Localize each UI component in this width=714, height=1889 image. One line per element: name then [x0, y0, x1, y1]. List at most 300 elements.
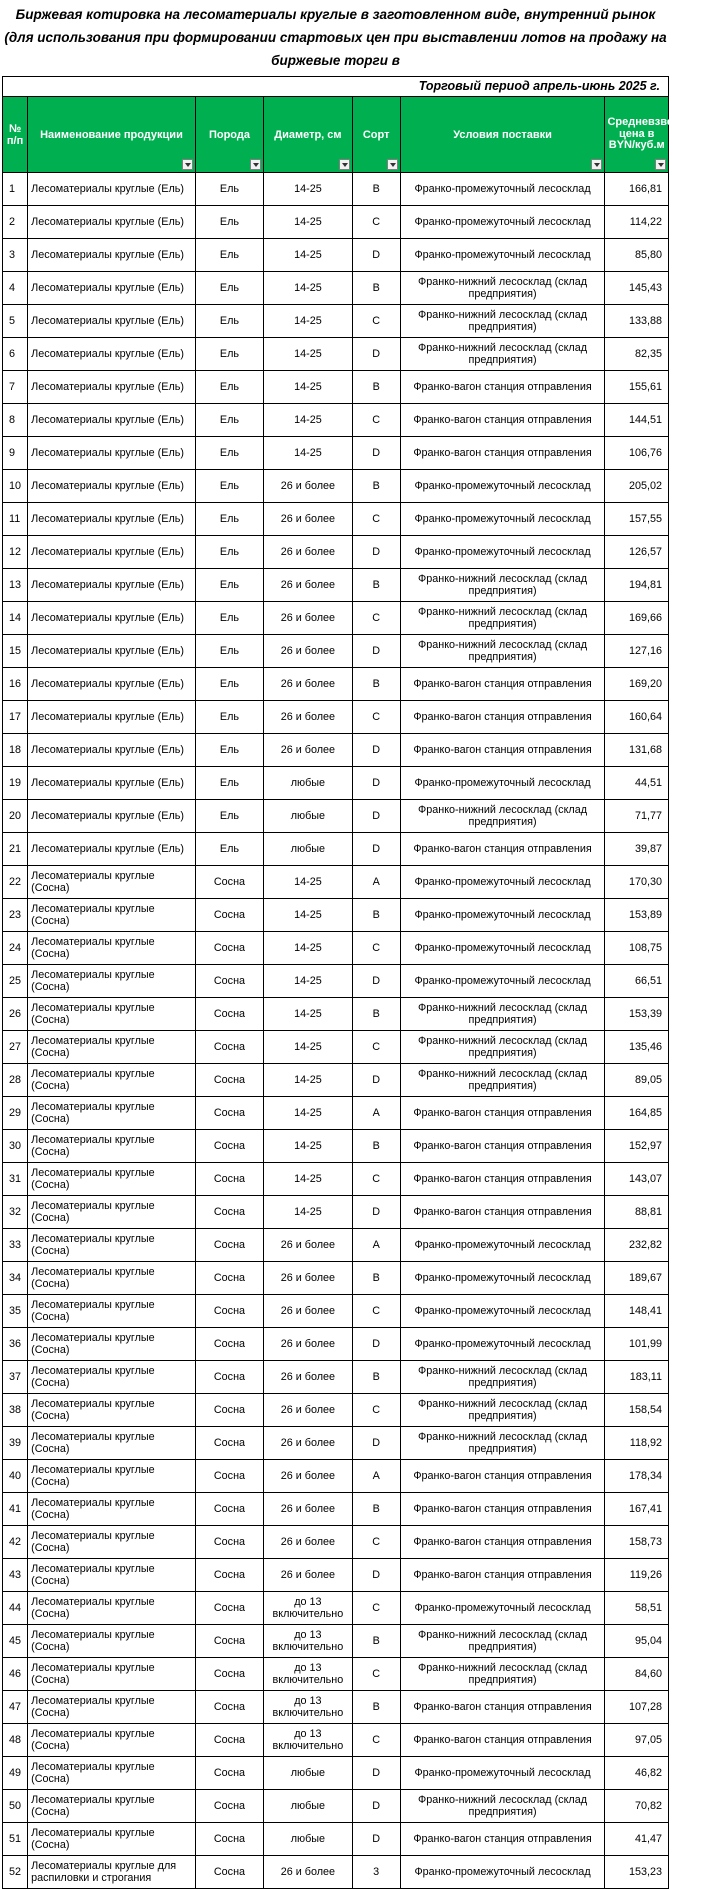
product-name[interactable]: Лесоматериалы круглые (Сосна) [28, 1460, 196, 1493]
species-cell[interactable]: Сосна [195, 1295, 263, 1328]
species-cell[interactable]: Сосна [195, 1823, 263, 1856]
row-number[interactable]: 18 [3, 734, 28, 767]
diameter-cell[interactable]: 14-25 [264, 1130, 353, 1163]
species-cell[interactable]: Ель [195, 371, 263, 404]
species-cell[interactable]: Сосна [195, 1658, 263, 1691]
price-cell[interactable]: 119,26 [605, 1559, 669, 1592]
product-name[interactable]: Лесоматериалы круглые для распиловки и строгания [28, 1856, 196, 1889]
price-cell[interactable]: 39,87 [605, 833, 669, 866]
product-name[interactable]: Лесоматериалы круглые (Ель) [28, 635, 196, 668]
delivery-cell[interactable]: Франко-промежуточный лесосклад [400, 767, 605, 800]
product-name[interactable]: Лесоматериалы круглые (Сосна) [28, 998, 196, 1031]
product-name[interactable]: Лесоматериалы круглые (Ель) [28, 503, 196, 536]
price-cell[interactable]: 118,92 [605, 1427, 669, 1460]
grade-cell[interactable]: D [352, 767, 400, 800]
price-cell[interactable]: 108,75 [605, 932, 669, 965]
row-number[interactable]: 2 [3, 206, 28, 239]
delivery-cell[interactable]: Франко-вагон станция отправления [400, 404, 605, 437]
row-number[interactable]: 40 [3, 1460, 28, 1493]
price-cell[interactable]: 44,51 [605, 767, 669, 800]
species-cell[interactable]: Сосна [195, 1064, 263, 1097]
grade-cell[interactable]: D [352, 1064, 400, 1097]
species-cell[interactable]: Ель [195, 734, 263, 767]
species-cell[interactable]: Сосна [195, 998, 263, 1031]
delivery-cell[interactable]: Франко-промежуточный лесосклад [400, 536, 605, 569]
product-name[interactable]: Лесоматериалы круглые (Сосна) [28, 1559, 196, 1592]
grade-cell[interactable]: A [352, 866, 400, 899]
diameter-cell[interactable]: любые [264, 1823, 353, 1856]
grade-cell[interactable]: B [352, 998, 400, 1031]
price-cell[interactable]: 158,54 [605, 1394, 669, 1427]
diameter-cell[interactable]: 14-25 [264, 965, 353, 998]
diameter-cell[interactable]: 26 и более [264, 1493, 353, 1526]
species-cell[interactable]: Сосна [195, 1526, 263, 1559]
product-name[interactable]: Лесоматериалы круглые (Ель) [28, 767, 196, 800]
diameter-cell[interactable]: 26 и более [264, 635, 353, 668]
species-cell[interactable]: Сосна [195, 1691, 263, 1724]
species-cell[interactable]: Сосна [195, 1328, 263, 1361]
delivery-cell[interactable]: Франко-промежуточный лесосклад [400, 1328, 605, 1361]
row-number[interactable]: 37 [3, 1361, 28, 1394]
price-cell[interactable]: 189,67 [605, 1262, 669, 1295]
delivery-cell[interactable]: Франко-промежуточный лесосклад [400, 899, 605, 932]
diameter-cell[interactable]: 26 и более [264, 1559, 353, 1592]
delivery-cell[interactable]: Франко-нижний лесосклад (склад предприятия) [400, 602, 605, 635]
delivery-cell[interactable]: Франко-промежуточный лесосклад [400, 1229, 605, 1262]
diameter-cell[interactable]: 26 и более [264, 569, 353, 602]
diameter-cell[interactable]: 14-25 [264, 932, 353, 965]
row-number[interactable]: 19 [3, 767, 28, 800]
product-name[interactable]: Лесоматериалы круглые (Сосна) [28, 1790, 196, 1823]
grade-cell[interactable]: B [352, 470, 400, 503]
row-number[interactable]: 52 [3, 1856, 28, 1889]
grade-cell[interactable]: D [352, 833, 400, 866]
species-cell[interactable]: Ель [195, 833, 263, 866]
delivery-cell[interactable]: Франко-нижний лесосклад (склад предприятия) [400, 1790, 605, 1823]
product-name[interactable]: Лесоматериалы круглые (Сосна) [28, 1658, 196, 1691]
grade-cell[interactable]: C [352, 1163, 400, 1196]
grade-cell[interactable]: C [352, 602, 400, 635]
price-cell[interactable]: 155,61 [605, 371, 669, 404]
filter-dropdown-icon[interactable] [339, 159, 350, 170]
price-cell[interactable]: 178,34 [605, 1460, 669, 1493]
price-cell[interactable]: 89,05 [605, 1064, 669, 1097]
delivery-cell[interactable]: Франко-промежуточный лесосклад [400, 1295, 605, 1328]
product-name[interactable]: Лесоматериалы круглые (Сосна) [28, 1361, 196, 1394]
delivery-cell[interactable]: Франко-промежуточный лесосклад [400, 206, 605, 239]
grade-cell[interactable]: A [352, 1229, 400, 1262]
row-number[interactable]: 6 [3, 338, 28, 371]
row-number[interactable]: 46 [3, 1658, 28, 1691]
price-cell[interactable]: 66,51 [605, 965, 669, 998]
price-cell[interactable]: 170,30 [605, 866, 669, 899]
species-cell[interactable]: Ель [195, 668, 263, 701]
row-number[interactable]: 21 [3, 833, 28, 866]
row-number[interactable]: 23 [3, 899, 28, 932]
delivery-cell[interactable]: Франко-вагон станция отправления [400, 668, 605, 701]
price-cell[interactable]: 164,85 [605, 1097, 669, 1130]
row-number[interactable]: 30 [3, 1130, 28, 1163]
diameter-cell[interactable]: до 13 включительно [264, 1691, 353, 1724]
diameter-cell[interactable]: 26 и более [264, 668, 353, 701]
grade-cell[interactable]: B [352, 668, 400, 701]
row-number[interactable]: 39 [3, 1427, 28, 1460]
species-cell[interactable]: Сосна [195, 899, 263, 932]
grade-cell[interactable]: 3 [352, 1856, 400, 1889]
delivery-cell[interactable]: Франко-нижний лесосклад (склад предприятия) [400, 1394, 605, 1427]
price-cell[interactable]: 106,76 [605, 437, 669, 470]
delivery-cell[interactable]: Франко-нижний лесосклад (склад предприятия) [400, 1361, 605, 1394]
grade-cell[interactable]: D [352, 1196, 400, 1229]
grade-cell[interactable]: B [352, 371, 400, 404]
diameter-cell[interactable]: 26 и более [264, 602, 353, 635]
delivery-cell[interactable]: Франко-промежуточный лесосклад [400, 470, 605, 503]
delivery-cell[interactable]: Франко-вагон станция отправления [400, 1823, 605, 1856]
diameter-cell[interactable]: 26 и более [264, 470, 353, 503]
row-number[interactable]: 11 [3, 503, 28, 536]
row-number[interactable]: 33 [3, 1229, 28, 1262]
species-cell[interactable]: Сосна [195, 1262, 263, 1295]
row-number[interactable]: 34 [3, 1262, 28, 1295]
diameter-cell[interactable]: до 13 включительно [264, 1658, 353, 1691]
product-name[interactable]: Лесоматериалы круглые (Сосна) [28, 1130, 196, 1163]
grade-cell[interactable]: C [352, 503, 400, 536]
grade-cell[interactable]: B [352, 173, 400, 206]
grade-cell[interactable]: D [352, 1823, 400, 1856]
product-name[interactable]: Лесоматериалы круглые (Сосна) [28, 1295, 196, 1328]
row-number[interactable]: 4 [3, 272, 28, 305]
diameter-cell[interactable]: 14-25 [264, 338, 353, 371]
delivery-cell[interactable]: Франко-нижний лесосклад (склад предприятия) [400, 1064, 605, 1097]
species-cell[interactable]: Ель [195, 602, 263, 635]
species-cell[interactable]: Сосна [195, 1163, 263, 1196]
row-number[interactable]: 27 [3, 1031, 28, 1064]
diameter-cell[interactable]: 26 и более [264, 701, 353, 734]
price-cell[interactable]: 232,82 [605, 1229, 669, 1262]
product-name[interactable]: Лесоматериалы круглые (Сосна) [28, 899, 196, 932]
diameter-cell[interactable]: до 13 включительно [264, 1592, 353, 1625]
species-cell[interactable]: Сосна [195, 965, 263, 998]
diameter-cell[interactable]: 14-25 [264, 1163, 353, 1196]
grade-cell[interactable]: D [352, 239, 400, 272]
grade-cell[interactable]: B [352, 1130, 400, 1163]
grade-cell[interactable]: B [352, 1262, 400, 1295]
price-cell[interactable]: 58,51 [605, 1592, 669, 1625]
price-cell[interactable]: 144,51 [605, 404, 669, 437]
product-name[interactable]: Лесоматериалы круглые (Ель) [28, 437, 196, 470]
diameter-cell[interactable]: 26 и более [264, 1262, 353, 1295]
grade-cell[interactable]: B [352, 1361, 400, 1394]
grade-cell[interactable]: B [352, 1493, 400, 1526]
price-cell[interactable]: 133,88 [605, 305, 669, 338]
row-number[interactable]: 31 [3, 1163, 28, 1196]
species-cell[interactable]: Ель [195, 272, 263, 305]
diameter-cell[interactable]: 14-25 [264, 272, 353, 305]
price-cell[interactable]: 70,82 [605, 1790, 669, 1823]
product-name[interactable]: Лесоматериалы круглые (Ель) [28, 371, 196, 404]
grade-cell[interactable]: D [352, 536, 400, 569]
row-number[interactable]: 45 [3, 1625, 28, 1658]
diameter-cell[interactable]: 14-25 [264, 437, 353, 470]
grade-cell[interactable]: D [352, 1427, 400, 1460]
price-cell[interactable]: 135,46 [605, 1031, 669, 1064]
price-cell[interactable]: 166,81 [605, 173, 669, 206]
diameter-cell[interactable]: любые [264, 833, 353, 866]
delivery-cell[interactable]: Франко-нижний лесосклад (склад предприятия) [400, 272, 605, 305]
delivery-cell[interactable]: Франко-вагон станция отправления [400, 701, 605, 734]
species-cell[interactable]: Сосна [195, 1592, 263, 1625]
product-name[interactable]: Лесоматериалы круглые (Ель) [28, 173, 196, 206]
diameter-cell[interactable]: до 13 включительно [264, 1625, 353, 1658]
delivery-cell[interactable]: Франко-вагон станция отправления [400, 1163, 605, 1196]
species-cell[interactable]: Ель [195, 701, 263, 734]
delivery-cell[interactable]: Франко-нижний лесосклад (склад предприятия) [400, 1427, 605, 1460]
product-name[interactable]: Лесоматериалы круглые (Сосна) [28, 1229, 196, 1262]
price-cell[interactable]: 95,04 [605, 1625, 669, 1658]
row-number[interactable]: 50 [3, 1790, 28, 1823]
species-cell[interactable]: Ель [195, 503, 263, 536]
diameter-cell[interactable]: до 13 включительно [264, 1724, 353, 1757]
grade-cell[interactable]: A [352, 1097, 400, 1130]
grade-cell[interactable]: D [352, 1559, 400, 1592]
delivery-cell[interactable]: Франко-нижний лесосклад (склад предприятия) [400, 998, 605, 1031]
price-cell[interactable]: 194,81 [605, 569, 669, 602]
grade-cell[interactable]: D [352, 1757, 400, 1790]
diameter-cell[interactable]: 26 и более [264, 1328, 353, 1361]
grade-cell[interactable]: C [352, 404, 400, 437]
species-cell[interactable]: Сосна [195, 1427, 263, 1460]
species-cell[interactable]: Сосна [195, 1031, 263, 1064]
grade-cell[interactable]: D [352, 1328, 400, 1361]
product-name[interactable]: Лесоматериалы круглые (Сосна) [28, 965, 196, 998]
filter-dropdown-icon[interactable] [250, 159, 261, 170]
row-number[interactable]: 42 [3, 1526, 28, 1559]
row-number[interactable]: 14 [3, 602, 28, 635]
price-cell[interactable]: 131,68 [605, 734, 669, 767]
delivery-cell[interactable]: Франко-нижний лесосклад (склад предприятия) [400, 338, 605, 371]
product-name[interactable]: Лесоматериалы круглые (Сосна) [28, 1823, 196, 1856]
species-cell[interactable]: Ель [195, 338, 263, 371]
row-number[interactable]: 10 [3, 470, 28, 503]
product-name[interactable]: Лесоматериалы круглые (Сосна) [28, 1625, 196, 1658]
delivery-cell[interactable]: Франко-промежуточный лесосклад [400, 239, 605, 272]
row-number[interactable]: 5 [3, 305, 28, 338]
species-cell[interactable]: Сосна [195, 1130, 263, 1163]
grade-cell[interactable]: B [352, 1625, 400, 1658]
species-cell[interactable]: Ель [195, 767, 263, 800]
delivery-cell[interactable]: Франко-промежуточный лесосклад [400, 173, 605, 206]
row-number[interactable]: 12 [3, 536, 28, 569]
species-cell[interactable]: Сосна [195, 1460, 263, 1493]
product-name[interactable]: Лесоматериалы круглые (Сосна) [28, 1493, 196, 1526]
delivery-cell[interactable]: Франко-вагон станция отправления [400, 1196, 605, 1229]
grade-cell[interactable]: C [352, 1394, 400, 1427]
price-cell[interactable]: 127,16 [605, 635, 669, 668]
grade-cell[interactable]: C [352, 1724, 400, 1757]
grade-cell[interactable]: D [352, 965, 400, 998]
delivery-cell[interactable]: Франко-нижний лесосклад (склад предприятия) [400, 1031, 605, 1064]
product-name[interactable]: Лесоматериалы круглые (Ель) [28, 536, 196, 569]
product-name[interactable]: Лесоматериалы круглые (Сосна) [28, 1031, 196, 1064]
diameter-cell[interactable]: 26 и более [264, 536, 353, 569]
species-cell[interactable]: Сосна [195, 932, 263, 965]
species-cell[interactable]: Сосна [195, 866, 263, 899]
diameter-cell[interactable]: любые [264, 800, 353, 833]
product-name[interactable]: Лесоматериалы круглые (Ель) [28, 305, 196, 338]
diameter-cell[interactable]: 14-25 [264, 371, 353, 404]
product-name[interactable]: Лесоматериалы круглые (Сосна) [28, 1526, 196, 1559]
species-cell[interactable]: Сосна [195, 1790, 263, 1823]
price-cell[interactable]: 169,20 [605, 668, 669, 701]
product-name[interactable]: Лесоматериалы круглые (Сосна) [28, 1097, 196, 1130]
price-cell[interactable]: 84,60 [605, 1658, 669, 1691]
delivery-cell[interactable]: Франко-промежуточный лесосклад [400, 1592, 605, 1625]
grade-cell[interactable]: C [352, 206, 400, 239]
species-cell[interactable]: Ель [195, 536, 263, 569]
product-name[interactable]: Лесоматериалы круглые (Ель) [28, 800, 196, 833]
delivery-cell[interactable]: Франко-вагон станция отправления [400, 371, 605, 404]
species-cell[interactable]: Ель [195, 635, 263, 668]
product-name[interactable]: Лесоматериалы круглые (Сосна) [28, 1262, 196, 1295]
delivery-cell[interactable]: Франко-вагон станция отправления [400, 437, 605, 470]
row-number[interactable]: 51 [3, 1823, 28, 1856]
diameter-cell[interactable]: 14-25 [264, 1031, 353, 1064]
diameter-cell[interactable]: 26 и более [264, 1361, 353, 1394]
price-cell[interactable]: 97,05 [605, 1724, 669, 1757]
product-name[interactable]: Лесоматериалы круглые (Ель) [28, 272, 196, 305]
species-cell[interactable]: Ель [195, 470, 263, 503]
grade-cell[interactable]: D [352, 338, 400, 371]
product-name[interactable]: Лесоматериалы круглые (Сосна) [28, 1394, 196, 1427]
species-cell[interactable]: Ель [195, 404, 263, 437]
diameter-cell[interactable]: любые [264, 767, 353, 800]
diameter-cell[interactable]: 14-25 [264, 1097, 353, 1130]
diameter-cell[interactable]: 26 и более [264, 1295, 353, 1328]
grade-cell[interactable]: D [352, 800, 400, 833]
species-cell[interactable]: Ель [195, 305, 263, 338]
row-number[interactable]: 32 [3, 1196, 28, 1229]
species-cell[interactable]: Сосна [195, 1856, 263, 1889]
species-cell[interactable]: Сосна [195, 1757, 263, 1790]
diameter-cell[interactable]: 14-25 [264, 866, 353, 899]
delivery-cell[interactable]: Франко-вагон станция отправления [400, 1460, 605, 1493]
diameter-cell[interactable]: 26 и более [264, 1526, 353, 1559]
price-cell[interactable]: 158,73 [605, 1526, 669, 1559]
delivery-cell[interactable]: Франко-вагон станция отправления [400, 1493, 605, 1526]
product-name[interactable]: Лесоматериалы круглые (Сосна) [28, 1427, 196, 1460]
diameter-cell[interactable]: любые [264, 1757, 353, 1790]
row-number[interactable]: 49 [3, 1757, 28, 1790]
grade-cell[interactable]: C [352, 1295, 400, 1328]
row-number[interactable]: 47 [3, 1691, 28, 1724]
product-name[interactable]: Лесоматериалы круглые (Сосна) [28, 1196, 196, 1229]
row-number[interactable]: 36 [3, 1328, 28, 1361]
filter-dropdown-icon[interactable] [655, 159, 666, 170]
delivery-cell[interactable]: Франко-промежуточный лесосклад [400, 965, 605, 998]
row-number[interactable]: 41 [3, 1493, 28, 1526]
grade-cell[interactable]: D [352, 635, 400, 668]
price-cell[interactable]: 152,97 [605, 1130, 669, 1163]
diameter-cell[interactable]: 26 и более [264, 1427, 353, 1460]
row-number[interactable]: 43 [3, 1559, 28, 1592]
product-name[interactable]: Лесоматериалы круглые (Ель) [28, 239, 196, 272]
product-name[interactable]: Лесоматериалы круглые (Ель) [28, 833, 196, 866]
row-number[interactable]: 1 [3, 173, 28, 206]
row-number[interactable]: 24 [3, 932, 28, 965]
delivery-cell[interactable]: Франко-вагон станция отправления [400, 1691, 605, 1724]
product-name[interactable]: Лесоматериалы круглые (Сосна) [28, 1592, 196, 1625]
delivery-cell[interactable]: Франко-вагон станция отправления [400, 1526, 605, 1559]
species-cell[interactable]: Ель [195, 437, 263, 470]
price-cell[interactable]: 71,77 [605, 800, 669, 833]
price-cell[interactable]: 82,35 [605, 338, 669, 371]
price-cell[interactable]: 183,11 [605, 1361, 669, 1394]
diameter-cell[interactable]: 14-25 [264, 1196, 353, 1229]
delivery-cell[interactable]: Франко-нижний лесосклад (склад предприятия) [400, 635, 605, 668]
delivery-cell[interactable]: Франко-вагон станция отправления [400, 1559, 605, 1592]
filter-dropdown-icon[interactable] [591, 159, 602, 170]
delivery-cell[interactable]: Франко-промежуточный лесосклад [400, 1856, 605, 1889]
diameter-cell[interactable]: 14-25 [264, 404, 353, 437]
species-cell[interactable]: Сосна [195, 1361, 263, 1394]
row-number[interactable]: 35 [3, 1295, 28, 1328]
species-cell[interactable]: Сосна [195, 1394, 263, 1427]
price-cell[interactable]: 160,64 [605, 701, 669, 734]
delivery-cell[interactable]: Франко-нижний лесосклад (склад предприятия) [400, 1625, 605, 1658]
grade-cell[interactable]: D [352, 734, 400, 767]
row-number[interactable]: 48 [3, 1724, 28, 1757]
price-cell[interactable]: 41,47 [605, 1823, 669, 1856]
row-number[interactable]: 20 [3, 800, 28, 833]
species-cell[interactable]: Сосна [195, 1559, 263, 1592]
price-cell[interactable]: 157,55 [605, 503, 669, 536]
row-number[interactable]: 16 [3, 668, 28, 701]
species-cell[interactable]: Сосна [195, 1196, 263, 1229]
price-cell[interactable]: 167,41 [605, 1493, 669, 1526]
price-cell[interactable]: 205,02 [605, 470, 669, 503]
grade-cell[interactable]: D [352, 1790, 400, 1823]
row-number[interactable]: 9 [3, 437, 28, 470]
product-name[interactable]: Лесоматериалы круглые (Сосна) [28, 1757, 196, 1790]
delivery-cell[interactable]: Франко-нижний лесосклад (склад предприятия) [400, 1658, 605, 1691]
product-name[interactable]: Лесоматериалы круглые (Ель) [28, 602, 196, 635]
price-cell[interactable]: 46,82 [605, 1757, 669, 1790]
grade-cell[interactable]: B [352, 899, 400, 932]
diameter-cell[interactable]: 14-25 [264, 206, 353, 239]
price-cell[interactable]: 88,81 [605, 1196, 669, 1229]
row-number[interactable]: 38 [3, 1394, 28, 1427]
delivery-cell[interactable]: Франко-вагон станция отправления [400, 1130, 605, 1163]
grade-cell[interactable]: C [352, 932, 400, 965]
grade-cell[interactable]: C [352, 1592, 400, 1625]
product-name[interactable]: Лесоматериалы круглые (Ель) [28, 338, 196, 371]
diameter-cell[interactable]: 26 и более [264, 1229, 353, 1262]
grade-cell[interactable]: C [352, 701, 400, 734]
delivery-cell[interactable]: Франко-вагон станция отправления [400, 1097, 605, 1130]
price-cell[interactable]: 126,57 [605, 536, 669, 569]
diameter-cell[interactable]: 14-25 [264, 173, 353, 206]
row-number[interactable]: 7 [3, 371, 28, 404]
species-cell[interactable]: Сосна [195, 1625, 263, 1658]
filter-dropdown-icon[interactable] [387, 159, 398, 170]
delivery-cell[interactable]: Франко-промежуточный лесосклад [400, 1262, 605, 1295]
row-number[interactable]: 15 [3, 635, 28, 668]
price-cell[interactable]: 143,07 [605, 1163, 669, 1196]
price-cell[interactable]: 101,99 [605, 1328, 669, 1361]
diameter-cell[interactable]: 26 и более [264, 734, 353, 767]
delivery-cell[interactable]: Франко-промежуточный лесосклад [400, 1757, 605, 1790]
product-name[interactable]: Лесоматериалы круглые (Сосна) [28, 1163, 196, 1196]
